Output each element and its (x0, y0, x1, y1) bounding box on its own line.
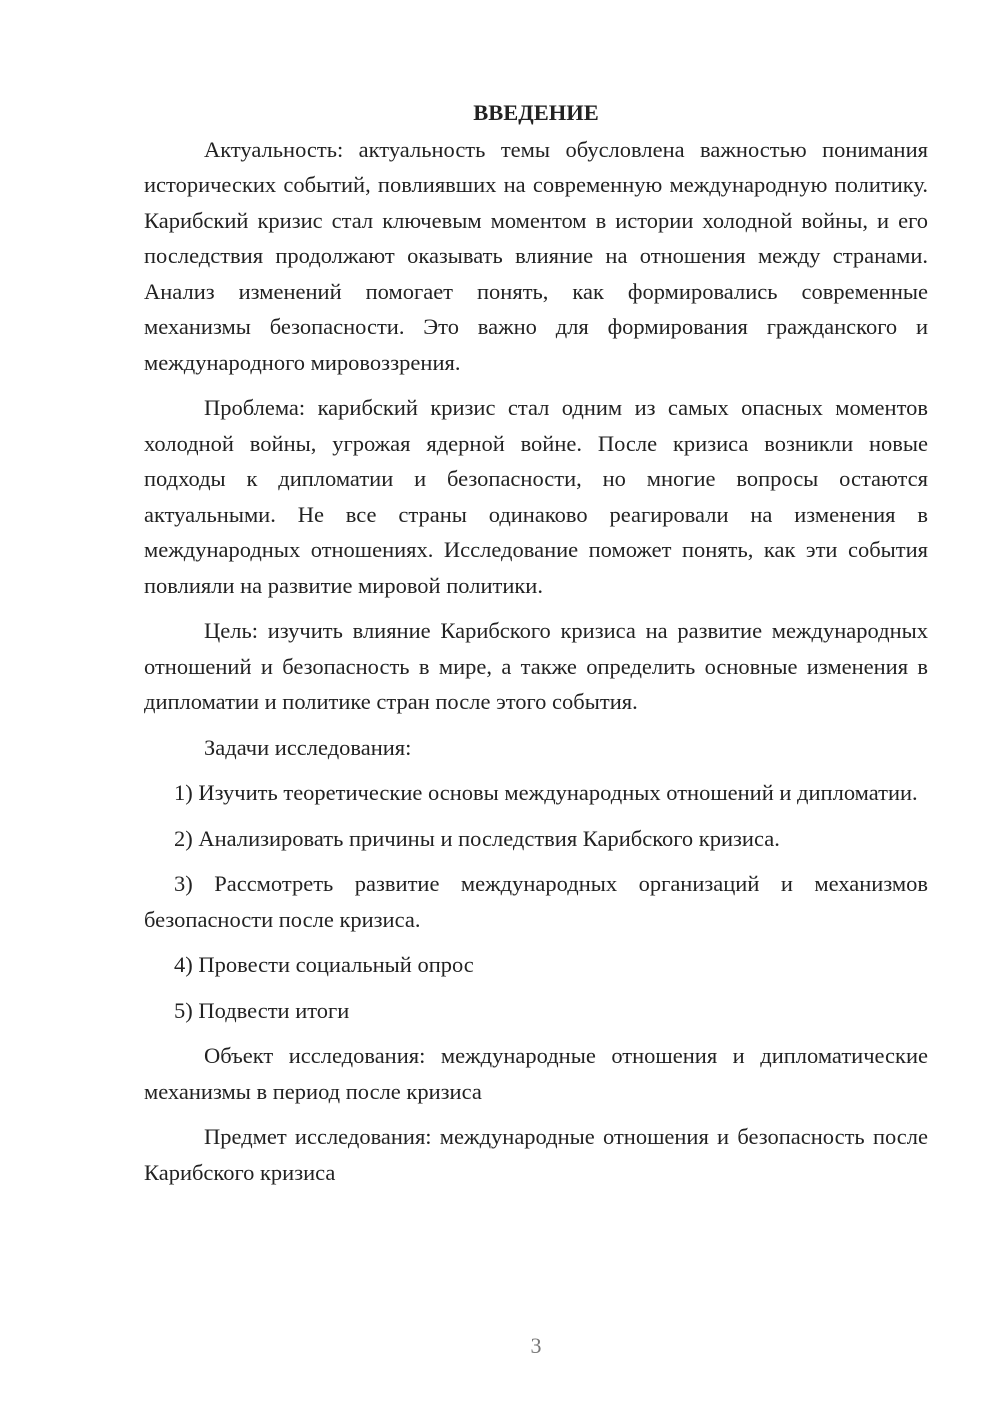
object-paragraph: Объект исследования: международные отношения и дипломатические механизмы в период после кризиса (144, 1043, 928, 1104)
document-page (144, 95, 928, 1200)
task-item-3: 3) Рассмотреть развитие международных организаций и механизмов безопасности после кризиса. (144, 871, 928, 932)
relevance-paragraph: Актуальность: актуальность темы обусловлена важностью понимания исторических событий, повлиявших на современную международную политику. Карибский кризис стал ключевым моментом в истории холодной войны, и его последствия продолжают оказывать влияние на отношения между странами. Анализ изменений помогает понять, как формировались современные механизмы безопасности. Это важно для формирования гражданского и международного мировоззрения. (144, 136, 928, 375)
page-number: 3 (530, 1333, 542, 1358)
section-title: ВВЕДЕНИЕ (473, 100, 599, 125)
task-item-1: 1) Изучить теоретические основы международных отношений и дипломатии. (174, 780, 918, 805)
task-item-4: 4) Провести социальный опрос (174, 952, 474, 977)
subject-paragraph: Предмет исследования: международные отношения и безопасность после Карибского кризиса (144, 1124, 928, 1185)
task-item-5: 5) Подвести итоги (174, 997, 350, 1023)
task-item-2: 2) Анализировать причины и последствия Карибского кризиса. (174, 825, 780, 851)
problem-paragraph: Проблема: карибский кризис стал одним из самых опасных моментов холодной войны, угрожая ядерной войне. После кризиса возникли новые подходы к дипломатии и безопасности, но многие вопросы остаются актуальными. Не все страны одинаково реагировали на изменения в международных отношениях. Исследование поможет понять, как эти события повлияли на развитие мировой политики. (144, 395, 928, 598)
tasks-heading: Задачи исследования: (204, 734, 412, 760)
goal-paragraph: Цель: изучить влияние Карибского кризиса на развитие международных отношений и безопасность в мире, а также определить основные изменения в дипломатии и политике стран после этого события. (144, 618, 928, 714)
